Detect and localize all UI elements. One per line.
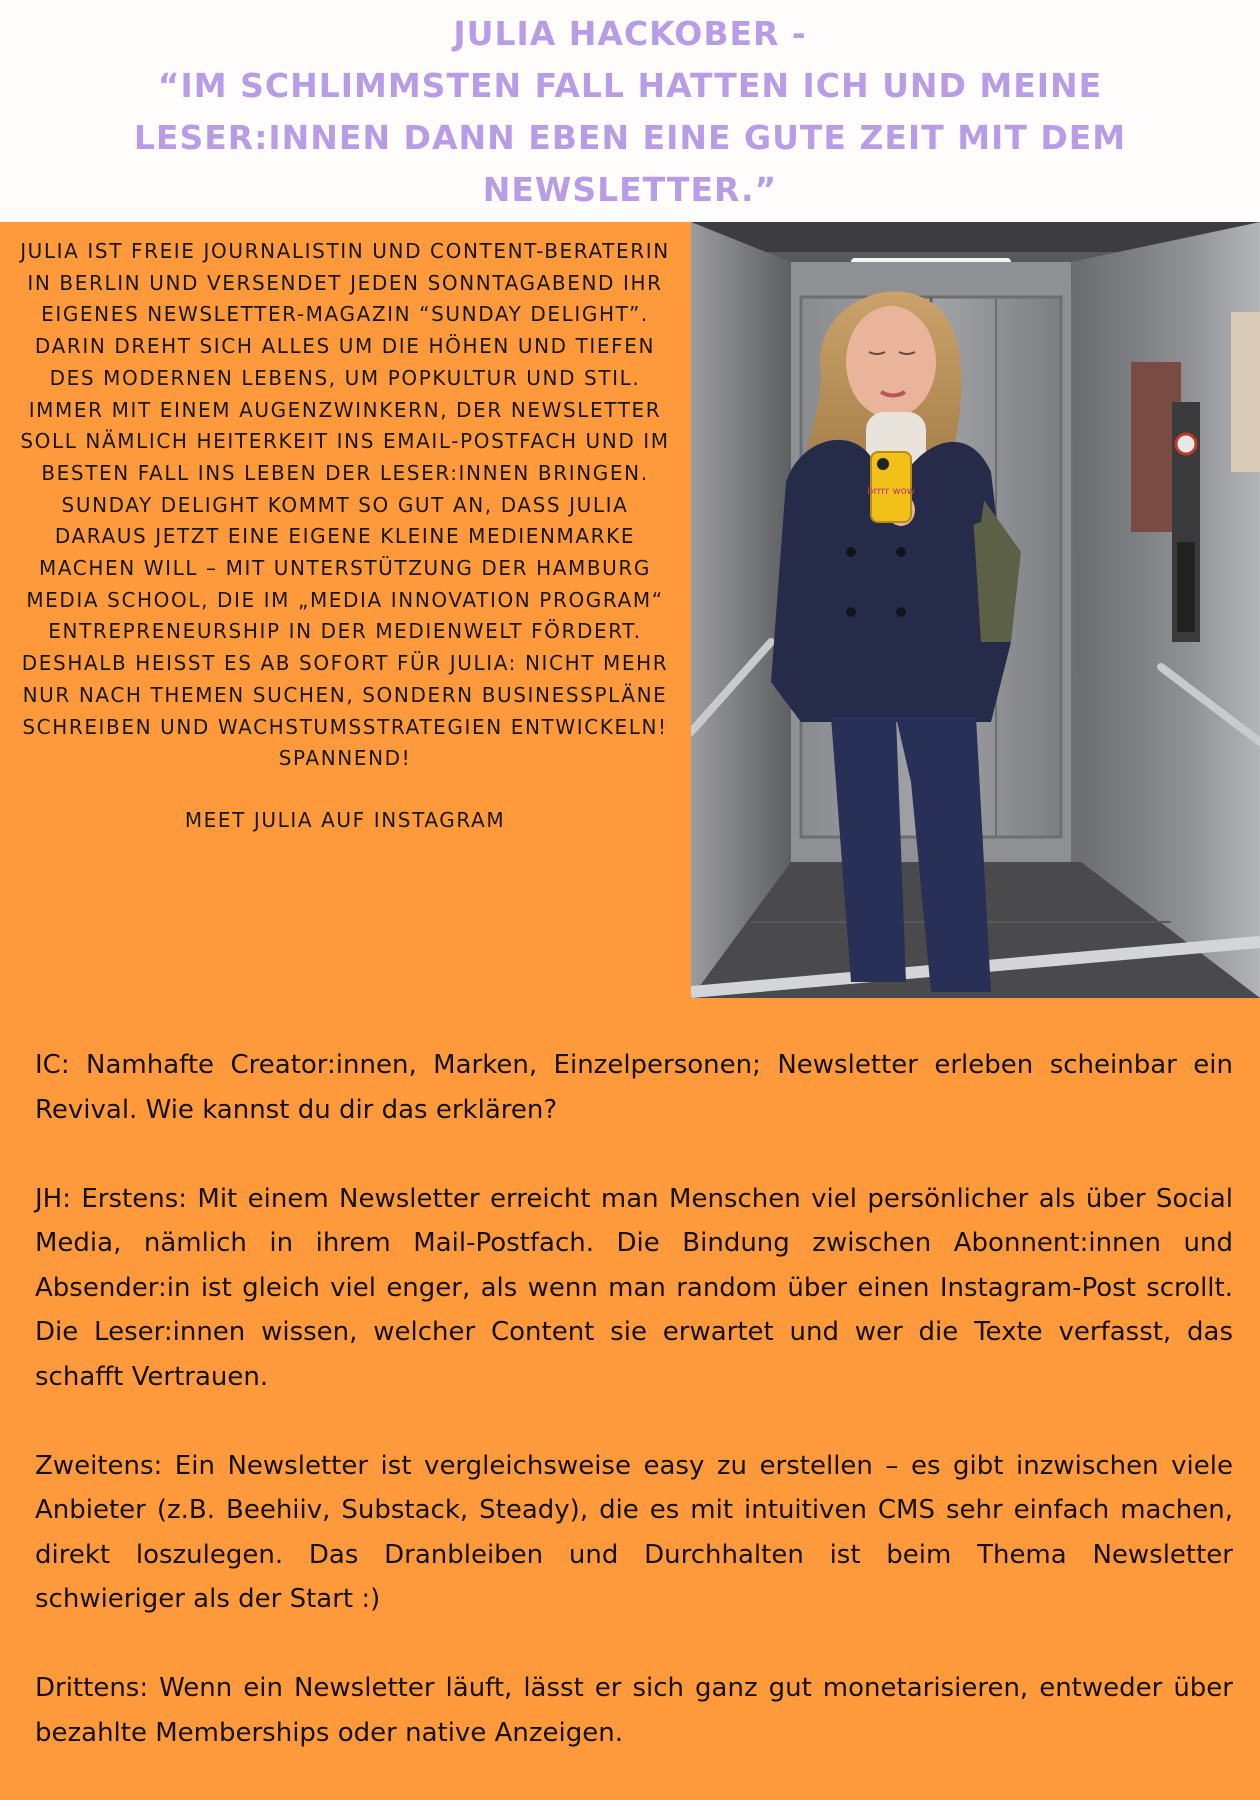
intro-line: JULIA IST FREIE JOURNALISTIN UND CONTENT-BERATERIN xyxy=(20,239,670,263)
page-title-line: JULIA HACKOBER - xyxy=(453,14,807,53)
interview-question: IC: Namhafte Creator:innen, Marken, Einzelpersonen; Newsletter erleben scheinbar ein Revival. Wie kannst du dir das erklären? xyxy=(35,1050,1233,1125)
interview-answer-paragraph: Zweitens: Ein Newsletter ist vergleichsweise easy zu erstellen – es gibt inzwischen viele Anbieter (z.B. Beehiiv, Substack, Steady), die es mit intuitiven CMS sehr einfach machen, direkt loszulegen. Das Dranbleiben und Durchhalten ist beim Thema Newsletter schwieriger als der Start :) xyxy=(35,1450,1233,1614)
intro-line: SOLL NÄMLICH HEITERKEIT INS EMAIL-POSTFACH UND IM xyxy=(20,429,670,454)
intro-line: NUR NACH THEMEN SUCHEN, SONDERN BUSINESSPLÄNE xyxy=(22,682,668,707)
phone-case-text: brrrr wow xyxy=(867,486,915,497)
page-title-line: LESER:INNEN DANN EBEN EINE GUTE ZEIT MIT DEM xyxy=(133,118,1127,157)
intro-line: SPANNEND! xyxy=(278,746,412,771)
page-title-line: “IM SCHLIMMSTEN FALL HATTEN ICH UND MEINE xyxy=(157,66,1103,105)
intro-line: DES MODERNEN LEBENS, UM POPKULTUR UND STIL. xyxy=(49,365,641,390)
intro-line: SUNDAY DELIGHT KOMMT SO GUT AN, DASS JULIA xyxy=(61,492,629,517)
elevator-selfie-illustration xyxy=(691,222,1260,998)
page-title-line: NEWSLETTER.” xyxy=(482,170,778,209)
interview-text xyxy=(35,1043,1233,1800)
intro-line: DESHALB HEISST ES AB SOFORT FÜR JULIA: NICHT MEHR xyxy=(21,651,669,676)
intro-line: MACHEN WILL – MIT UNTERSTÜTZUNG DER HAMBURG xyxy=(38,556,652,581)
intro-line: IN BERLIN UND VERSENDET JEDEN SONNTAGABEND IHR xyxy=(27,270,663,295)
header xyxy=(0,0,1260,222)
intro-line: ENTREPRENEURSHIP IN DER MEDIENWELT FÖRDERT. xyxy=(48,619,642,644)
intro-line: EIGENES NEWSLETTER-MAGAZIN “SUNDAY DELIGHT”. xyxy=(41,302,649,327)
interview-answer-paragraph: Drittens: Wenn ein Newsletter läuft, lässt er sich ganz gut monetarisieren, entweder über bezahlte Memberships oder native Anzeigen. xyxy=(35,1673,1233,1748)
intro-line: DARIN DREHT SICH ALLES UM DIE HÖHEN UND TIEFEN xyxy=(34,334,656,359)
intro-line: MEDIA SCHOOL, DIE IM „MEDIA INNOVATION PROGRAM“ xyxy=(26,587,664,612)
instagram-link[interactable]: MEET JULIA AUF INSTAGRAM xyxy=(184,808,506,832)
intro-text xyxy=(14,236,676,775)
intro-line: SCHREIBEN UND WACHSTUMSSTRATEGIEN ENTWICKELN! xyxy=(22,714,668,739)
intro-line: IMMER MIT EINEM AUGENZWINKERN, DER NEWSLETTER xyxy=(28,397,662,422)
portrait-photo xyxy=(691,222,1260,998)
intro-line: BESTEN FALL INS LEBEN DER LESER:INNEN BRINGEN. xyxy=(41,460,649,485)
intro-line: DARAUS JETZT EINE EIGENE KLEINE MEDIENMARKE xyxy=(54,524,636,549)
interview-answer-paragraph: JH: Erstens: Mit einem Newsletter erreicht man Menschen viel persönlicher als über Social Media, nämlich in ihrem Mail-Postfach. Die Bindung zwischen Abonnent:innen und Absender:in ist gleich viel enger, als wenn man random über einen Instagram-Post scrollt. Die Leser:innen wissen, welcher Content sie erwartet und wer die Texte verfasst, das schafft Vertrauen. xyxy=(35,1183,1233,1392)
